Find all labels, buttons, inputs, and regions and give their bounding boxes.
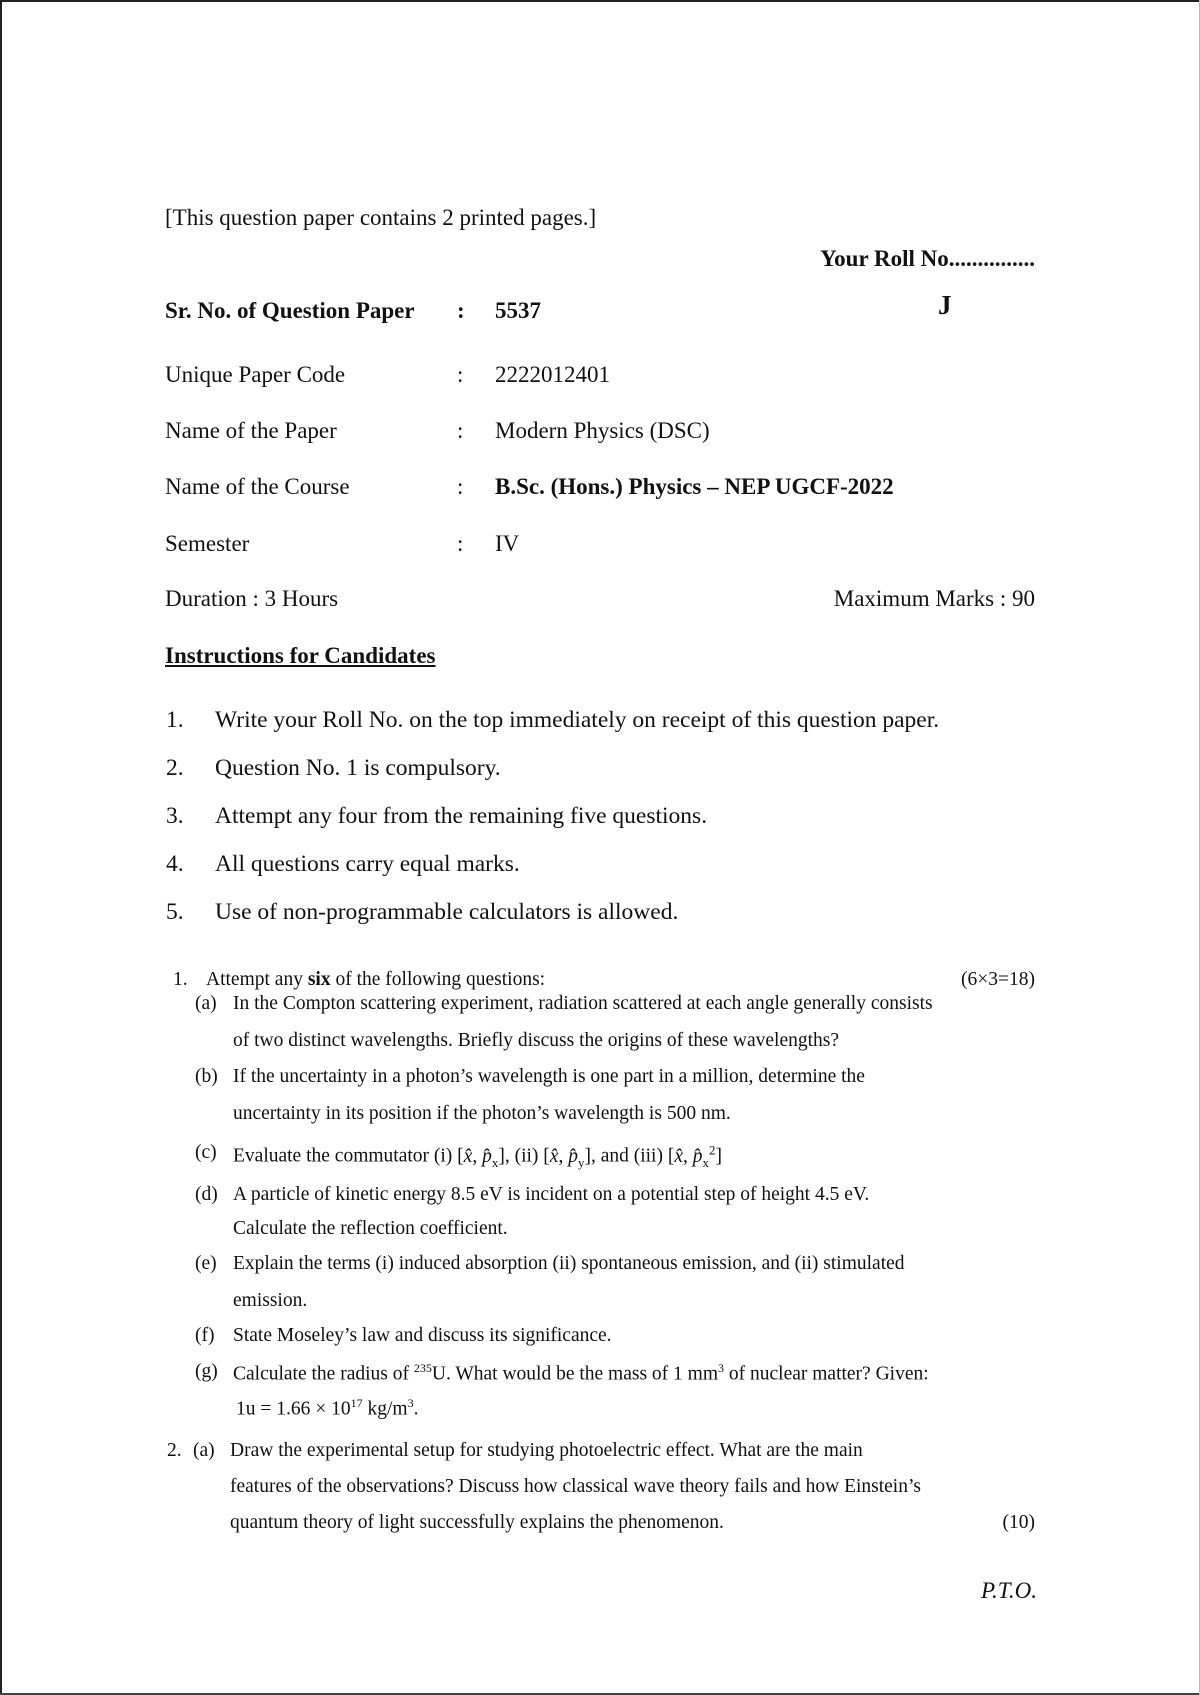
instruction-text: Question No. 1 is compulsory. bbox=[215, 755, 501, 781]
header-colon: : bbox=[457, 418, 464, 443]
q1f-label: (f) bbox=[195, 1325, 215, 1346]
q1c-mid2: , and (iii) bbox=[590, 1145, 668, 1167]
instruction-text: Attempt any four from the remaining five questions. bbox=[215, 803, 708, 829]
q1d-line1: A particle of kinetic energy 8.5 eV is incident on a potential step of height 4.5 eV. bbox=[233, 1184, 870, 1205]
q1g-line1: Calculate the radius of $^{235}$U. What would be the mass of 1 $mm^3$ of nuclear matter? Given: bbox=[233, 1361, 929, 1385]
q1c-mid1: , (ii) bbox=[504, 1145, 544, 1167]
maximum-marks: Maximum Marks : 90 bbox=[833, 586, 1035, 611]
page-count-note: [This question paper contains 2 printed pages.] bbox=[165, 205, 597, 230]
question-1-intro bbox=[206, 969, 545, 991]
commutator-1: [x̂, $p̂_x$] bbox=[457, 1145, 505, 1170]
q1-intro-post: of the following questions: bbox=[330, 969, 546, 990]
header-label: Name of the Course bbox=[165, 474, 350, 499]
q1d-label: (d) bbox=[195, 1184, 218, 1205]
header-value: 2222012401 bbox=[495, 362, 610, 387]
q1f-line1: State Moseley’s law and discuss its significance. bbox=[233, 1325, 612, 1346]
header-value: B.Sc. (Hons.) Physics – NEP UGCF-2022 bbox=[495, 474, 894, 499]
header-label: Semester bbox=[165, 531, 250, 556]
header-row-sr-no bbox=[165, 298, 1035, 330]
header-label: Unique Paper Code bbox=[165, 362, 346, 387]
q2a-line1: Draw the experimental setup for studying photoelectric effect. What are the main bbox=[230, 1440, 863, 1461]
q1c-text bbox=[233, 1142, 722, 1170]
commutator-2: [x̂, $p̂_y$] bbox=[543, 1145, 591, 1170]
header-row-paper-name bbox=[165, 418, 1035, 450]
instruction-number: 4. bbox=[166, 851, 184, 877]
q1e-line2: emission. bbox=[233, 1290, 308, 1311]
header-colon: : bbox=[457, 298, 465, 323]
instruction-text: Write your Roll No. on the top immediately on receipt of this question paper. bbox=[215, 707, 940, 733]
header-row-paper-code bbox=[165, 362, 1035, 394]
q1d-line2: Calculate the reflection coefficient. bbox=[233, 1218, 508, 1239]
header-label: Name of the Paper bbox=[165, 418, 337, 443]
question-1-number: 1. bbox=[173, 969, 188, 990]
q1a-line1: In the Compton scattering experiment, radiation scattered at each angle generally consists bbox=[233, 993, 933, 1014]
q1g-label: (g) bbox=[195, 1361, 218, 1382]
q1a-label: (a) bbox=[195, 993, 217, 1014]
q1c-label: (c) bbox=[195, 1142, 217, 1163]
q1-intro-pre: Attempt any bbox=[206, 969, 308, 990]
header-colon: : bbox=[457, 362, 464, 387]
q1a-line2: of two distinct wavelengths. Briefly discuss the origins of these wavelengths? bbox=[233, 1030, 840, 1051]
instruction-number: 2. bbox=[166, 755, 184, 781]
header-colon: : bbox=[457, 474, 464, 499]
instruction-number: 3. bbox=[166, 803, 184, 829]
q2a-label: (a) bbox=[193, 1440, 215, 1461]
roll-number-field: Your Roll No............... bbox=[820, 246, 1035, 271]
header-label: Sr. No. of Question Paper bbox=[165, 298, 415, 323]
q1-intro-bold: six bbox=[307, 969, 331, 990]
instructions-title: Instructions for Candidates bbox=[165, 643, 436, 668]
q1c-pre: Evaluate the commutator (i) bbox=[233, 1145, 458, 1167]
header-value: Modern Physics (DSC) bbox=[495, 418, 710, 443]
instruction-text: All questions carry equal marks. bbox=[215, 851, 520, 877]
q1e-label: (e) bbox=[195, 1253, 217, 1274]
instruction-number: 1. bbox=[166, 707, 184, 733]
please-turn-over: P.T.O. bbox=[980, 1578, 1037, 1603]
question-2a-marks: (10) bbox=[1002, 1512, 1035, 1533]
instruction-text: Use of non-programmable calculators is allowed. bbox=[215, 899, 679, 925]
duration: Duration : 3 Hours bbox=[165, 586, 339, 611]
set-letter: J bbox=[938, 290, 952, 320]
q1b-line2: uncertainty in its position if the photon’s wavelength is 500 nm. bbox=[233, 1103, 731, 1124]
q1b-label: (b) bbox=[195, 1066, 218, 1087]
header-colon: : bbox=[457, 531, 464, 556]
question-2-number: 2. bbox=[167, 1440, 182, 1461]
q1g-line2: $1u = 1.66 \times 10^{17}$ $kg/m^3$. bbox=[236, 1396, 419, 1420]
question-1-marks: (6×3=18) bbox=[961, 969, 1035, 990]
instruction-number: 5. bbox=[166, 899, 184, 925]
q1e-line1: Explain the terms (i) induced absorption (ii) spontaneous emission, and (ii) stimulated bbox=[233, 1253, 905, 1274]
q1b-line1: If the uncertainty in a photon’s wavelength is one part in a million, determine the bbox=[233, 1066, 865, 1087]
header-row-semester bbox=[165, 531, 1035, 563]
header-row-course-name bbox=[165, 474, 1035, 506]
q2a-line3: quantum theory of light successfully explains the phenomenon. bbox=[230, 1512, 724, 1533]
header-value: IV bbox=[495, 531, 520, 556]
header-value: 5537 bbox=[495, 298, 541, 323]
commutator-3: [x̂, $p̂_x^2$] bbox=[667, 1142, 722, 1170]
q2a-line2: features of the observations? Discuss how classical wave theory fails and how Einstein’s bbox=[230, 1476, 921, 1497]
